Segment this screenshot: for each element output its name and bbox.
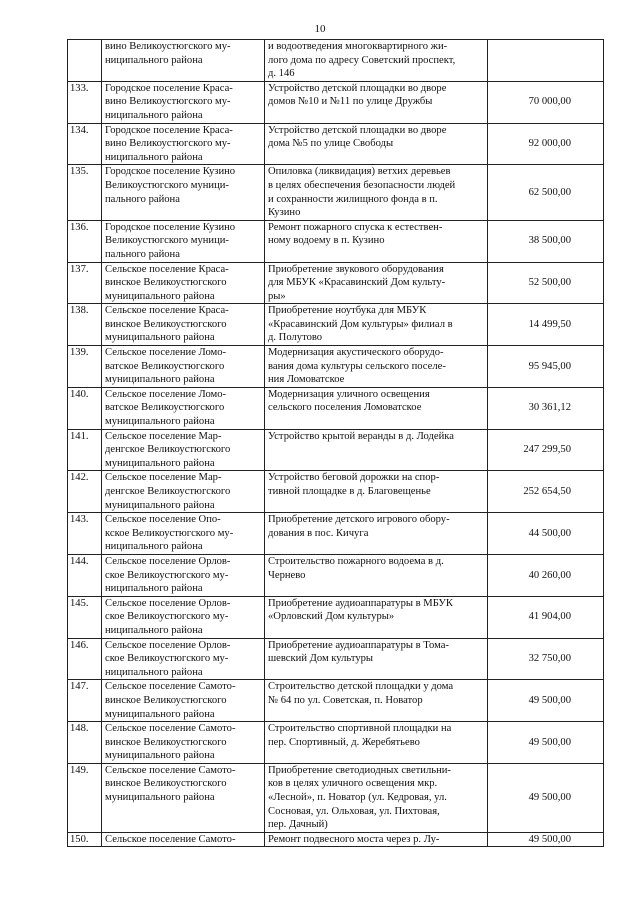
municipality-cell: Сельское поселение Самото- винское Великоустюгского муниципального района <box>102 680 265 722</box>
amount-cell: 44 500,00 <box>488 513 604 555</box>
table-row <box>68 387 604 429</box>
expense-item-cell: Модернизация уличного освещения сельского поселения Ломоватское <box>265 387 488 429</box>
amount-cell: 252 654,50 <box>488 471 604 513</box>
row-number-cell: 140. <box>68 387 102 429</box>
table-row <box>68 680 604 722</box>
expense-item-cell: Строительство пожарного водоема в д. Чернево <box>265 554 488 596</box>
amount-cell: 247 299,50 <box>488 429 604 471</box>
table-row <box>68 554 604 596</box>
municipality-cell: Сельское поселение Самото- <box>102 832 265 847</box>
table-row <box>68 763 604 832</box>
expense-item-cell: Строительство детской площадки у дома № 64 по ул. Советская, п. Новатор <box>265 680 488 722</box>
municipality-cell: Сельское поселение Ломо- ватское Великоустюгского муниципального района <box>102 387 265 429</box>
expense-item-cell: Приобретение аудиоаппаратуры в МБУК «Орловский Дом культуры» <box>265 596 488 638</box>
row-number-cell: 147. <box>68 680 102 722</box>
amount-cell: 14 499,50 <box>488 304 604 346</box>
amount-cell: 38 500,00 <box>488 220 604 262</box>
municipality-cell: Сельское поселение Ломо- ватское Великоустюгского муниципального района <box>102 346 265 388</box>
municipality-cell: Сельское поселение Опо- кское Великоустюгского му- ниципального района <box>102 513 265 555</box>
row-number-cell: 137. <box>68 262 102 304</box>
table-row <box>68 596 604 638</box>
expense-item-cell: Приобретение аудиоаппаратуры в Тома- шевский Дом культуры <box>265 638 488 680</box>
expense-item-cell: Приобретение детского игрового обору- дования в пос. Кичуга <box>265 513 488 555</box>
municipality-cell: Городское поселение Краса- вино Великоустюгского му- ниципального района <box>102 81 265 123</box>
table-row <box>68 81 604 123</box>
row-number-cell: 141. <box>68 429 102 471</box>
municipality-cell: Городское поселение Краса- вино Великоустюгского му- ниципального района <box>102 123 265 165</box>
municipality-cell: Городское поселение Кузино Великоустюгского муници- пального района <box>102 165 265 220</box>
municipality-cell: Сельское поселение Мар- денгское Великоустюгского муниципального района <box>102 471 265 513</box>
municipality-cell: Сельское поселение Краса- винское Великоустюгского муниципального района <box>102 262 265 304</box>
expense-item-cell: Приобретение ноутбука для МБУК «Красавинский Дом культуры» филиал в д. Полутово <box>265 304 488 346</box>
amount-cell: 62 500,00 <box>488 165 604 220</box>
row-number-cell <box>68 40 102 82</box>
expense-item-cell: Устройство беговой дорожки на спор- тивной площадке в д. Благовещенье <box>265 471 488 513</box>
table-row <box>68 346 604 388</box>
expense-item-cell: Приобретение звукового оборудования для МБУК «Красавинский Дом культу- ры» <box>265 262 488 304</box>
amount-cell: 30 361,12 <box>488 387 604 429</box>
expense-item-cell: Устройство детской площадки во дворе домов №10 и №11 по улице Дружбы <box>265 81 488 123</box>
row-number-cell: 146. <box>68 638 102 680</box>
table-body <box>68 40 604 847</box>
row-number-cell: 149. <box>68 763 102 832</box>
table-row <box>68 638 604 680</box>
table-row <box>68 513 604 555</box>
row-number-cell: 134. <box>68 123 102 165</box>
table-row <box>68 165 604 220</box>
amount-cell: 32 750,00 <box>488 638 604 680</box>
row-number-cell: 150. <box>68 832 102 847</box>
expense-item-cell: Опиловка (ликвидация) ветхих деревьев в целях обеспечения безопасности людей и сохранности жилищного фонда в п. Кузино <box>265 165 488 220</box>
municipality-cell: Сельское поселение Орлов- ское Великоустюгского му- ниципального района <box>102 638 265 680</box>
expense-item-cell: Модернизация акустического оборудо- вания дома культуры сельского поселе- ния Ломоватское <box>265 346 488 388</box>
row-number-cell: 148. <box>68 722 102 764</box>
municipality-cell: Сельское поселение Орлов- ское Великоустюгского му- ниципального района <box>102 596 265 638</box>
row-number-cell: 143. <box>68 513 102 555</box>
row-number-cell: 144. <box>68 554 102 596</box>
municipality-cell: Сельское поселение Самото- винское Великоустюгского муниципального района <box>102 722 265 764</box>
amount-cell: 41 904,00 <box>488 596 604 638</box>
municipality-cell: Сельское поселение Мар- денгское Великоустюгского муниципального района <box>102 429 265 471</box>
table-row <box>68 220 604 262</box>
table-row <box>68 429 604 471</box>
expense-item-cell: Устройство детской площадки во дворе дома №5 по улице Свободы <box>265 123 488 165</box>
amount-cell <box>488 40 604 82</box>
expense-item-cell: и водоотведения многоквартирного жи- лого дома по адресу Советский проспект, д. 146 <box>265 40 488 82</box>
row-number-cell: 145. <box>68 596 102 638</box>
row-number-cell: 135. <box>68 165 102 220</box>
row-number-cell: 136. <box>68 220 102 262</box>
expense-item-cell: Строительство спортивной площадки на пер. Спортивный, д. Жеребятьево <box>265 722 488 764</box>
municipality-cell: Городское поселение Кузино Великоустюгского муници- пального района <box>102 220 265 262</box>
table-row <box>68 722 604 764</box>
budget-table <box>67 39 604 847</box>
amount-cell: 70 000,00 <box>488 81 604 123</box>
page-number: 10 <box>314 23 326 35</box>
table-row <box>68 40 604 82</box>
expense-item-cell: Устройство крытой веранды в д. Лодейка <box>265 429 488 471</box>
municipality-cell: Сельское поселение Орлов- ское Великоустюгского му- ниципального района <box>102 554 265 596</box>
amount-cell: 52 500,00 <box>488 262 604 304</box>
table-row <box>68 304 604 346</box>
expense-item-cell: Ремонт пожарного спуска к естествен- ному водоему в п. Кузино <box>265 220 488 262</box>
amount-cell: 92 000,00 <box>488 123 604 165</box>
table-row <box>68 262 604 304</box>
amount-cell: 49 500,00 <box>488 763 604 832</box>
row-number-cell: 139. <box>68 346 102 388</box>
amount-cell: 49 500,00 <box>488 832 604 847</box>
expense-item-cell: Приобретение светодиодных светильни- ков в целях уличного освещения мкр. «Лесной», п. Новатор (ул. Кедровая, ул. Сосновая, ул. Ольховая, ул. Пихтовая, пер. Дачный) <box>265 763 488 832</box>
row-number-cell: 138. <box>68 304 102 346</box>
table-row <box>68 471 604 513</box>
municipality-cell: Сельское поселение Самото- винское Великоустюгского муниципального района <box>102 763 265 832</box>
municipality-cell: Сельское поселение Краса- винское Великоустюгского муниципального района <box>102 304 265 346</box>
row-number-cell: 142. <box>68 471 102 513</box>
amount-cell: 49 500,00 <box>488 680 604 722</box>
row-number-cell: 133. <box>68 81 102 123</box>
amount-cell: 49 500,00 <box>488 722 604 764</box>
municipality-cell: вино Великоустюгского му- ниципального района <box>102 40 265 82</box>
table-row <box>68 832 604 847</box>
amount-cell: 40 260,00 <box>488 554 604 596</box>
table-row <box>68 123 604 165</box>
amount-cell: 95 945,00 <box>488 346 604 388</box>
expense-item-cell: Ремонт подвесного моста через р. Лу- <box>265 832 488 847</box>
